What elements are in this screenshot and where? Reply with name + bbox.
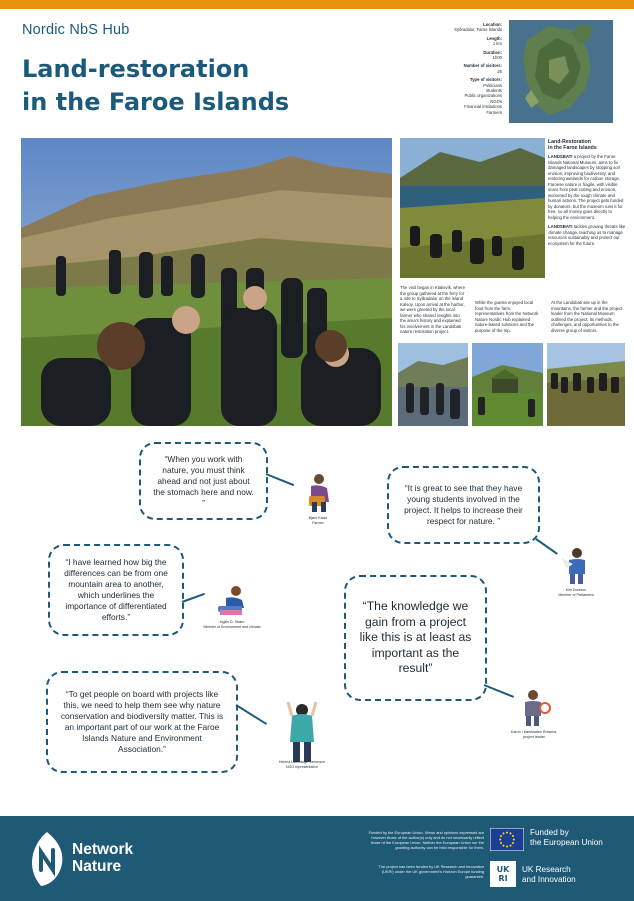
intro-p2-lead: LANDSBATI xyxy=(548,224,573,230)
ukri-logo-icon: UK RI xyxy=(490,861,516,887)
title-line-2: in the Faroe Islands xyxy=(22,88,290,116)
photo-fjord-group xyxy=(400,138,545,278)
quote-bubble-farmer xyxy=(139,442,268,520)
quote-bubble-minister xyxy=(48,544,184,636)
footer xyxy=(0,816,634,901)
page-title xyxy=(22,53,322,119)
quote-text-project-leader: “The knowledge we gain from a project like this is at least as important as the result” xyxy=(359,599,472,676)
person-farmer xyxy=(296,472,340,525)
fact-value-duration: 1h00 xyxy=(492,55,502,61)
caption-3: At the Landsbati site up in the mountains, the farmer and the project leader from the National Museum outlined the project, its methods, challenges, and opportunities to the diverse group of visitors. xyxy=(551,300,623,333)
intro-paragraph-2 xyxy=(548,224,626,246)
parliament-name: Kim Dorkson xyxy=(565,588,587,592)
logo-line-2: Nature xyxy=(72,858,122,875)
connector-ngo xyxy=(235,704,267,725)
photo-farm xyxy=(472,343,543,426)
caption-1: The visit began in Klaksvík, where the group gathered at the ferry for a ride to Syðradalur on the island Kalsoy. Upon arrival at the harbor, we were greeted by the local farmer who shared insights into the area's history and explained his involvement in the Landsbati nature restoration project. xyxy=(400,285,465,334)
fact-value-visitor-types: Politicians students Public organizations NGOs Financial institutions Farmers xyxy=(464,82,502,115)
logo-line-1: Network xyxy=(72,841,134,858)
intro-text xyxy=(548,139,626,246)
ngo-name: Helena Lamhauge Simonsen xyxy=(278,760,326,764)
minister-name: Ingilin D. Strøm xyxy=(219,620,245,624)
minister-illustration xyxy=(214,584,250,618)
title-line-1: Land-restoration xyxy=(22,55,250,83)
quote-text-ngo: “To get people on board with projects like this, we need to help them see why nature conservation and biodiversity matter. This is an important part of our work at the Faroe Islands Nature and Environment Association.” xyxy=(60,689,224,754)
fact-value-visitors: 26 xyxy=(497,68,502,74)
eu-flag-icon xyxy=(490,828,524,851)
quote-bubble-parliament xyxy=(387,466,540,544)
intro-p2-body: tackles growing threats like climate change, teaching us to manage resources sustainably and protect our ecosystem for the future. xyxy=(548,224,626,246)
fact-value-length: 1 km xyxy=(492,41,502,47)
connector-farmer xyxy=(266,473,295,486)
quote-bubble-ngo xyxy=(46,671,238,773)
intro-paragraph-1 xyxy=(548,154,626,220)
farmer-illustration xyxy=(301,472,335,514)
parliament-member-illustration xyxy=(559,546,593,586)
eu-funding-label: Funded by the European Union xyxy=(530,828,603,848)
fact-value-location: Syðradalur, Faroe Islands xyxy=(454,27,502,33)
quote-bubble-project-leader xyxy=(344,575,487,701)
network-nature-logo-icon xyxy=(27,830,69,888)
photo-harbor xyxy=(398,343,468,426)
intro-p1-body: a project by the Faroe Islands National Museum, aims to fix damaged landscapes by stopping soil erosion, improving biodiversity, and restoring wetlands for carbon storage. Faroese nature is fragile, with visible scars from peat cutting and erosion, worsened by the rough climate and human actions. The project gets funded by donators, but the museum runs it for free, so all money goes directly to helping the environment. xyxy=(548,154,624,220)
ngo-representative-illustration xyxy=(282,696,322,766)
fact-label-duration: Duration: xyxy=(483,49,502,55)
fact-label-visitors: Number of visitors: xyxy=(463,63,502,69)
ukri-disclaimer: The project has been funded by UK Research and Innovation (UKRI) under the UK government's Horizon Europe funding guarantee. xyxy=(378,864,484,879)
caption-2: While the guests enjoyed local food from the farm, representatives from the Network Nature Nordic Hub explained nature-based solutions and the purpose of the trip. xyxy=(475,300,539,333)
person-project-leader xyxy=(505,688,563,739)
hub-name: Nordic NbS Hub xyxy=(22,22,130,38)
quote-text-parliament: “It is great to see that they have young students involved in the project. It helps to increase their respect for nature. ” xyxy=(404,483,523,526)
ukri-funding-label: UK Research and Innovation xyxy=(522,865,576,885)
ngo-role: NGO representative xyxy=(286,764,318,769)
project-leader-illustration xyxy=(517,688,551,728)
photo-mountain-site xyxy=(547,343,625,426)
quote-text-minister: “I have learned how big the differences can be from one mountain area to another, which underlines the importance of differentiated efforts.” xyxy=(64,557,168,622)
quote-text-farmer: “When you work with nature, you must think ahead and not just about the stomach here and now. ” xyxy=(153,453,254,508)
satellite-map-image xyxy=(509,20,613,123)
person-parliament xyxy=(546,546,606,597)
top-accent-bar xyxy=(0,0,634,9)
project-leader-name: Kalvin í Kørkklatten Rotsmia, xyxy=(510,730,558,734)
project-leader-role: project leader xyxy=(523,734,545,739)
farmer-name: Bjørn Kalsó xyxy=(308,516,328,520)
farmer-role: Farmer xyxy=(312,520,324,525)
person-ngo xyxy=(270,696,334,769)
fact-label-visitor-types: Type of visitors: xyxy=(469,77,502,83)
parliament-role: Member of Parliament xyxy=(558,592,594,597)
minister-role: Minister of Environment and climate xyxy=(203,624,261,629)
hero-photo-group-hiking xyxy=(21,138,392,426)
footer-logo-text xyxy=(72,841,133,875)
fact-label-location: Location: xyxy=(483,22,502,27)
person-minister xyxy=(202,584,262,629)
fact-label-length: Length: xyxy=(486,35,502,41)
intro-p1-lead: LANDSBATI xyxy=(548,154,573,160)
intro-heading: Land-Restoration in the Faroe Islands xyxy=(548,139,597,152)
visit-facts xyxy=(430,22,502,115)
eu-disclaimer: Funded by the European Union. Views and opinions expressed are however those of the author(s) only and do not necessarily reflect those of the European Union. Neither the European Union nor the granting authority can be held responsible for them. xyxy=(368,830,484,850)
